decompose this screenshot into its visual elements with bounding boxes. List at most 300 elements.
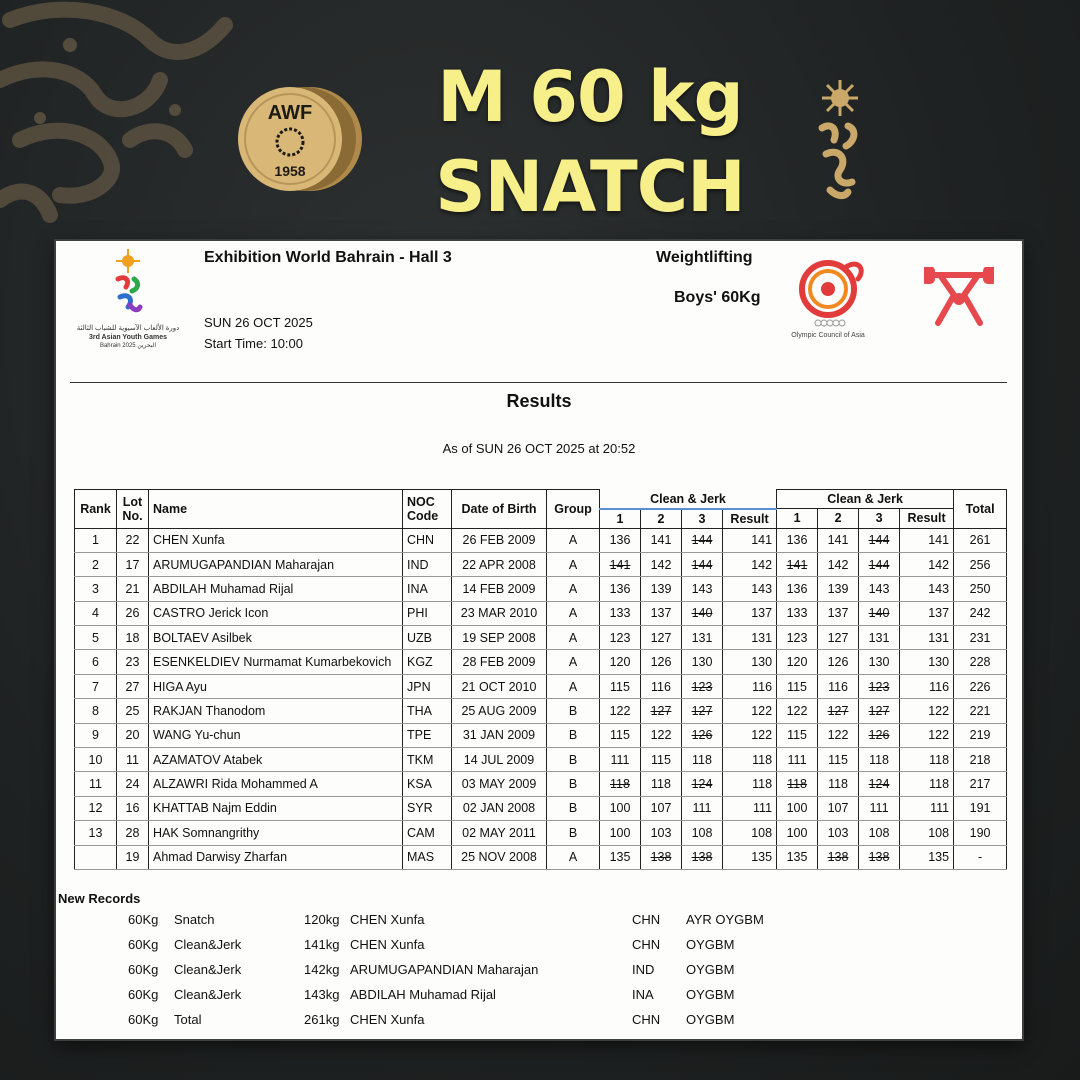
ayg-caption-english: 3rd Asian Youth Games bbox=[88, 334, 168, 341]
cell-rank: 4 bbox=[75, 601, 117, 625]
cell-rank: 1 bbox=[75, 528, 117, 552]
header-dob: Date of Birth bbox=[452, 490, 547, 529]
cell-a2: 122 bbox=[641, 723, 682, 747]
cell-noc: SYR bbox=[403, 796, 452, 820]
record-weight: 142kg bbox=[304, 962, 340, 977]
cell-lot: 16 bbox=[117, 796, 149, 820]
ayg-caption-arabic: دورة الألعاب الآسيوية للشباب الثالثة bbox=[76, 325, 180, 332]
ayg-caption-sub: Bahrain 2025 البحرين bbox=[99, 343, 157, 349]
cell-name: BOLTAEV Asilbek bbox=[149, 626, 403, 650]
record-records: OYGBM bbox=[686, 962, 735, 977]
cell-b1: 115 bbox=[777, 723, 818, 747]
cell-b1: 136 bbox=[777, 577, 818, 601]
record-cat: 60Kg bbox=[128, 912, 159, 927]
cell-b1: 136 bbox=[777, 528, 818, 552]
record-cat: 60Kg bbox=[128, 962, 159, 977]
cell-b2: 126 bbox=[818, 650, 859, 674]
cell-name: ALZAWRI Rida Mohammed A bbox=[149, 772, 403, 796]
cell-b1: 115 bbox=[777, 674, 818, 698]
cell-ares: 137 bbox=[723, 601, 777, 625]
cell-bres: 141 bbox=[900, 528, 954, 552]
cell-b3: 123 bbox=[859, 674, 900, 698]
cell-dob: 26 FEB 2009 bbox=[452, 528, 547, 552]
cell-dob: 25 AUG 2009 bbox=[452, 699, 547, 723]
cell-lot: 26 bbox=[117, 601, 149, 625]
cell-total: 219 bbox=[954, 723, 1007, 747]
cell-total: 226 bbox=[954, 674, 1007, 698]
cell-total: 242 bbox=[954, 601, 1007, 625]
cell-dob: 03 MAY 2009 bbox=[452, 772, 547, 796]
cell-ares: 116 bbox=[723, 674, 777, 698]
cell-noc: INA bbox=[403, 577, 452, 601]
cell-a1: 115 bbox=[600, 723, 641, 747]
cell-lot: 19 bbox=[117, 845, 149, 869]
cell-a2: 115 bbox=[641, 748, 682, 772]
event-title-line-1: M 60 kg bbox=[437, 56, 743, 138]
header-group: Group bbox=[547, 490, 600, 529]
table-row bbox=[75, 577, 1007, 601]
cell-b2: 115 bbox=[818, 748, 859, 772]
table-row bbox=[75, 601, 1007, 625]
table-row bbox=[75, 699, 1007, 723]
oca-emblem-icon bbox=[788, 253, 868, 329]
cell-b2: 127 bbox=[818, 626, 859, 650]
record-name: ABDILAH Muhamad Rijal bbox=[350, 987, 496, 1002]
cell-dob: 23 MAR 2010 bbox=[452, 601, 547, 625]
cell-rank: 5 bbox=[75, 626, 117, 650]
cell-name: HAK Somnangrithy bbox=[149, 821, 403, 845]
awf-logo-year: 1958 bbox=[274, 163, 306, 179]
oca-logo bbox=[788, 253, 868, 339]
cell-b2: 142 bbox=[818, 552, 859, 576]
cell-bres: 130 bbox=[900, 650, 954, 674]
header-a2: 2 bbox=[641, 509, 682, 529]
cell-a2: 141 bbox=[641, 528, 682, 552]
header-noc bbox=[403, 490, 452, 529]
cell-noc: MAS bbox=[403, 845, 452, 869]
record-lift: Clean&Jerk bbox=[174, 987, 242, 1002]
cell-group: A bbox=[547, 552, 600, 576]
cell-a3: 123 bbox=[682, 674, 723, 698]
cell-noc: TPE bbox=[403, 723, 452, 747]
cell-group: A bbox=[547, 674, 600, 698]
cell-a3: 144 bbox=[682, 552, 723, 576]
cell-ares: 130 bbox=[723, 650, 777, 674]
cell-total: 191 bbox=[954, 796, 1007, 820]
event-title-line-2: SNATCH bbox=[435, 146, 745, 228]
cell-noc: THA bbox=[403, 699, 452, 723]
cell-bres: 137 bbox=[900, 601, 954, 625]
cell-lot: 17 bbox=[117, 552, 149, 576]
as-of-timestamp: As of SUN 26 OCT 2025 at 20:52 bbox=[442, 441, 636, 456]
header-b1: 1 bbox=[777, 509, 818, 529]
results-sheet bbox=[56, 241, 1022, 1039]
cell-a1: 100 bbox=[600, 796, 641, 820]
cell-a2: 103 bbox=[641, 821, 682, 845]
awf-logo bbox=[234, 84, 366, 194]
cell-bres: 135 bbox=[900, 845, 954, 869]
record-noc: CHN bbox=[632, 1012, 661, 1027]
header-b3: 3 bbox=[859, 509, 900, 529]
cell-a1: 135 bbox=[600, 845, 641, 869]
cell-a2: 137 bbox=[641, 601, 682, 625]
cell-noc: PHI bbox=[403, 601, 452, 625]
cell-group: A bbox=[547, 577, 600, 601]
cell-b2: 118 bbox=[818, 772, 859, 796]
cell-b3: 111 bbox=[859, 796, 900, 820]
cell-a3: 138 bbox=[682, 845, 723, 869]
cell-b2: 127 bbox=[818, 699, 859, 723]
cell-noc: UZB bbox=[403, 626, 452, 650]
cell-dob: 02 MAY 2011 bbox=[452, 821, 547, 845]
cell-rank: 7 bbox=[75, 674, 117, 698]
cell-rank: 3 bbox=[75, 577, 117, 601]
record-name: CHEN Xunfa bbox=[350, 1012, 425, 1027]
cell-a2: 138 bbox=[641, 845, 682, 869]
cell-name: KHATTAB Najm Eddin bbox=[149, 796, 403, 820]
cell-b1: 100 bbox=[777, 796, 818, 820]
cell-group: B bbox=[547, 821, 600, 845]
cell-total: 217 bbox=[954, 772, 1007, 796]
table-row bbox=[75, 821, 1007, 845]
cell-b3: 118 bbox=[859, 748, 900, 772]
cell-a1: 123 bbox=[600, 626, 641, 650]
start-time: Start Time: 10:00 bbox=[204, 336, 303, 351]
cell-group: A bbox=[547, 845, 600, 869]
cell-group: B bbox=[547, 699, 600, 723]
record-records: OYGBM bbox=[686, 1012, 735, 1027]
cell-a3: 124 bbox=[682, 772, 723, 796]
cell-a3: 127 bbox=[682, 699, 723, 723]
asian-youth-games-emblem bbox=[808, 78, 872, 208]
record-lift: Total bbox=[174, 1012, 202, 1027]
awf-logo-text: AWF bbox=[267, 102, 313, 124]
cell-lot: 24 bbox=[117, 772, 149, 796]
header-divider bbox=[70, 382, 1007, 383]
cell-a2: 107 bbox=[641, 796, 682, 820]
cell-rank: 6 bbox=[75, 650, 117, 674]
record-weight: 120kg bbox=[304, 912, 340, 927]
section-title: Results bbox=[506, 391, 572, 411]
cell-noc: CAM bbox=[403, 821, 452, 845]
header-lot-line1: Lot bbox=[122, 494, 143, 509]
cell-group: B bbox=[547, 772, 600, 796]
cell-a1: 136 bbox=[600, 528, 641, 552]
cell-group: B bbox=[547, 723, 600, 747]
cell-dob: 19 SEP 2008 bbox=[452, 626, 547, 650]
record-weight: 141kg bbox=[304, 937, 340, 952]
cell-total: 231 bbox=[954, 626, 1007, 650]
header-lift-a: Clean & Jerk bbox=[600, 490, 777, 509]
header-rank: Rank bbox=[75, 490, 117, 529]
cell-group: B bbox=[547, 796, 600, 820]
cell-group: A bbox=[547, 601, 600, 625]
competition-date: SUN 26 OCT 2025 bbox=[204, 315, 313, 330]
cell-name: ESENKELDIEV Nurmamat Kumarbekovich bbox=[149, 650, 403, 674]
record-noc: CHN bbox=[632, 912, 661, 927]
cell-a1: 100 bbox=[600, 821, 641, 845]
cell-bres: 111 bbox=[900, 796, 954, 820]
cell-a2: 142 bbox=[641, 552, 682, 576]
cell-rank: 9 bbox=[75, 723, 117, 747]
cell-rank: 11 bbox=[75, 772, 117, 796]
cell-b3: 143 bbox=[859, 577, 900, 601]
cell-rank: 10 bbox=[75, 748, 117, 772]
cell-a1: 141 bbox=[600, 552, 641, 576]
cell-noc: IND bbox=[403, 552, 452, 576]
header-lift-b: Clean & Jerk bbox=[777, 490, 954, 509]
cell-total: 221 bbox=[954, 699, 1007, 723]
cell-name: Ahmad Darwisy Zharfan bbox=[149, 845, 403, 869]
cell-b2: 138 bbox=[818, 845, 859, 869]
record-cat: 60Kg bbox=[128, 1012, 159, 1027]
record-weight: 143kg bbox=[304, 987, 340, 1002]
cell-dob: 02 JAN 2008 bbox=[452, 796, 547, 820]
cell-b3: 126 bbox=[859, 723, 900, 747]
header-a1: 1 bbox=[600, 509, 641, 529]
cell-ares: 143 bbox=[723, 577, 777, 601]
cell-b3: 124 bbox=[859, 772, 900, 796]
cell-a2: 116 bbox=[641, 674, 682, 698]
cell-lot: 25 bbox=[117, 699, 149, 723]
cell-bres: 118 bbox=[900, 772, 954, 796]
cell-group: A bbox=[547, 650, 600, 674]
record-noc: IND bbox=[632, 962, 655, 977]
cell-b2: 103 bbox=[818, 821, 859, 845]
table-row bbox=[75, 772, 1007, 796]
table-row bbox=[75, 626, 1007, 650]
header-a3: 3 bbox=[682, 509, 723, 529]
cell-a2: 126 bbox=[641, 650, 682, 674]
cell-total: 250 bbox=[954, 577, 1007, 601]
cell-name: CASTRO Jerick Icon bbox=[149, 601, 403, 625]
cell-dob: 14 JUL 2009 bbox=[452, 748, 547, 772]
cell-b3: 138 bbox=[859, 845, 900, 869]
record-records: OYGBM bbox=[686, 987, 735, 1002]
cell-name: RAKJAN Thanodom bbox=[149, 699, 403, 723]
cell-a1: 115 bbox=[600, 674, 641, 698]
header-lot bbox=[117, 490, 149, 529]
cell-a3: 144 bbox=[682, 528, 723, 552]
cell-lot: 21 bbox=[117, 577, 149, 601]
cell-total: 256 bbox=[954, 552, 1007, 576]
cell-lot: 11 bbox=[117, 748, 149, 772]
decorative-calligraphy bbox=[0, 0, 240, 230]
cell-rank: 13 bbox=[75, 821, 117, 845]
cell-lot: 23 bbox=[117, 650, 149, 674]
record-name: ARUMUGAPANDIAN Maharajan bbox=[350, 962, 539, 977]
record-lift: Snatch bbox=[174, 912, 215, 927]
table-row bbox=[75, 845, 1007, 869]
cell-a2: 139 bbox=[641, 577, 682, 601]
cell-lot: 18 bbox=[117, 626, 149, 650]
record-weight: 261kg bbox=[304, 1012, 340, 1027]
venue: Exhibition World Bahrain - Hall 3 bbox=[204, 249, 452, 266]
cell-b1: 100 bbox=[777, 821, 818, 845]
cell-name: ARUMUGAPANDIAN Maharajan bbox=[149, 552, 403, 576]
cell-ares: 118 bbox=[723, 772, 777, 796]
cell-a1: 122 bbox=[600, 699, 641, 723]
cell-bres: 131 bbox=[900, 626, 954, 650]
table-row bbox=[75, 552, 1007, 576]
cell-dob: 31 JAN 2009 bbox=[452, 723, 547, 747]
cell-name: HIGA Ayu bbox=[149, 674, 403, 698]
cell-rank: 8 bbox=[75, 699, 117, 723]
cell-b2: 141 bbox=[818, 528, 859, 552]
cell-noc: JPN bbox=[403, 674, 452, 698]
record-noc: CHN bbox=[632, 937, 661, 952]
cell-a3: 111 bbox=[682, 796, 723, 820]
cell-a1: 136 bbox=[600, 577, 641, 601]
cell-a3: 108 bbox=[682, 821, 723, 845]
cell-b2: 116 bbox=[818, 674, 859, 698]
cell-a2: 127 bbox=[641, 626, 682, 650]
new-records-title: New Records bbox=[58, 891, 141, 906]
cell-noc: TKM bbox=[403, 748, 452, 772]
cell-b2: 139 bbox=[818, 577, 859, 601]
cell-noc: KSA bbox=[403, 772, 452, 796]
cell-bres: 116 bbox=[900, 674, 954, 698]
cell-bres: 108 bbox=[900, 821, 954, 845]
header-lot-line2: No. bbox=[122, 508, 143, 523]
cell-bres: 122 bbox=[900, 699, 954, 723]
cell-b2: 107 bbox=[818, 796, 859, 820]
table-row bbox=[75, 796, 1007, 820]
cell-b1: 141 bbox=[777, 552, 818, 576]
cell-ares: 135 bbox=[723, 845, 777, 869]
cell-a1: 118 bbox=[600, 772, 641, 796]
header-noc-line1: NOC bbox=[407, 494, 435, 509]
cell-b1: 122 bbox=[777, 699, 818, 723]
cell-ares: 122 bbox=[723, 699, 777, 723]
table-row bbox=[75, 528, 1007, 552]
cell-ares: 118 bbox=[723, 748, 777, 772]
header-b2: 2 bbox=[818, 509, 859, 529]
ayg-games-logo bbox=[68, 249, 188, 351]
header-b-result: Result bbox=[900, 509, 954, 529]
cell-dob: 22 APR 2008 bbox=[452, 552, 547, 576]
cell-b1: 123 bbox=[777, 626, 818, 650]
cell-a1: 133 bbox=[600, 601, 641, 625]
cell-ares: 141 bbox=[723, 528, 777, 552]
record-lift: Clean&Jerk bbox=[174, 962, 242, 977]
ayg-emblem-icon bbox=[108, 249, 148, 319]
cell-dob: 28 FEB 2009 bbox=[452, 650, 547, 674]
table-row bbox=[75, 748, 1007, 772]
cell-a2: 127 bbox=[641, 699, 682, 723]
oca-caption: Olympic Council of Asia bbox=[791, 332, 865, 339]
cell-b3: 144 bbox=[859, 552, 900, 576]
cell-total: 190 bbox=[954, 821, 1007, 845]
cell-noc: KGZ bbox=[403, 650, 452, 674]
cell-total: - bbox=[954, 845, 1007, 869]
cell-b3: 127 bbox=[859, 699, 900, 723]
cell-name: ABDILAH Muhamad Rijal bbox=[149, 577, 403, 601]
cell-ares: 122 bbox=[723, 723, 777, 747]
table-row bbox=[75, 723, 1007, 747]
sport: Weightlifting bbox=[656, 249, 753, 266]
results-table bbox=[74, 489, 1007, 870]
results-body bbox=[75, 528, 1007, 869]
cell-a1: 120 bbox=[600, 650, 641, 674]
cell-lot: 22 bbox=[117, 528, 149, 552]
cell-b1: 135 bbox=[777, 845, 818, 869]
header-name: Name bbox=[149, 490, 403, 529]
cell-b2: 137 bbox=[818, 601, 859, 625]
cell-group: B bbox=[547, 748, 600, 772]
cell-bres: 143 bbox=[900, 577, 954, 601]
record-lift: Clean&Jerk bbox=[174, 937, 242, 952]
cell-a2: 118 bbox=[641, 772, 682, 796]
cell-b2: 122 bbox=[818, 723, 859, 747]
cell-lot: 28 bbox=[117, 821, 149, 845]
iwf-logo bbox=[924, 267, 994, 331]
cell-b3: 144 bbox=[859, 528, 900, 552]
cell-total: 261 bbox=[954, 528, 1007, 552]
cell-bres: 118 bbox=[900, 748, 954, 772]
record-cat: 60Kg bbox=[128, 987, 159, 1002]
cell-a3: 131 bbox=[682, 626, 723, 650]
record-noc: INA bbox=[632, 987, 654, 1002]
record-name: CHEN Xunfa bbox=[350, 937, 425, 952]
table-row bbox=[75, 674, 1007, 698]
cell-b3: 131 bbox=[859, 626, 900, 650]
cell-dob: 21 OCT 2010 bbox=[452, 674, 547, 698]
cell-b3: 108 bbox=[859, 821, 900, 845]
cell-a3: 126 bbox=[682, 723, 723, 747]
cell-dob: 25 NOV 2008 bbox=[452, 845, 547, 869]
cell-a1: 111 bbox=[600, 748, 641, 772]
cell-name: AZAMATOV Atabek bbox=[149, 748, 403, 772]
cell-ares: 131 bbox=[723, 626, 777, 650]
header-a-result: Result bbox=[723, 509, 777, 529]
cell-b3: 140 bbox=[859, 601, 900, 625]
cell-a3: 140 bbox=[682, 601, 723, 625]
table-row bbox=[75, 650, 1007, 674]
cell-b1: 111 bbox=[777, 748, 818, 772]
cell-bres: 142 bbox=[900, 552, 954, 576]
cell-total: 218 bbox=[954, 748, 1007, 772]
cell-ares: 142 bbox=[723, 552, 777, 576]
header-noc-line2: Code bbox=[407, 508, 439, 523]
cell-b1: 133 bbox=[777, 601, 818, 625]
cell-a3: 143 bbox=[682, 577, 723, 601]
record-records: AYR OYGBM bbox=[686, 912, 764, 927]
cell-ares: 111 bbox=[723, 796, 777, 820]
cell-dob: 14 FEB 2009 bbox=[452, 577, 547, 601]
header-total: Total bbox=[954, 490, 1007, 529]
cell-noc: CHN bbox=[403, 528, 452, 552]
cell-b1: 120 bbox=[777, 650, 818, 674]
cell-a3: 118 bbox=[682, 748, 723, 772]
cell-lot: 20 bbox=[117, 723, 149, 747]
cell-group: A bbox=[547, 626, 600, 650]
cell-bres: 122 bbox=[900, 723, 954, 747]
cell-b1: 118 bbox=[777, 772, 818, 796]
cell-name: CHEN Xunfa bbox=[149, 528, 403, 552]
cell-total: 228 bbox=[954, 650, 1007, 674]
cell-rank bbox=[75, 845, 117, 869]
cell-lot: 27 bbox=[117, 674, 149, 698]
record-records: OYGBM bbox=[686, 937, 735, 952]
cell-b3: 130 bbox=[859, 650, 900, 674]
cell-group: A bbox=[547, 528, 600, 552]
record-cat: 60Kg bbox=[128, 937, 159, 952]
cell-name: WANG Yu-chun bbox=[149, 723, 403, 747]
cell-a3: 130 bbox=[682, 650, 723, 674]
event-name: Boys' 60Kg bbox=[674, 289, 761, 306]
cell-rank: 2 bbox=[75, 552, 117, 576]
